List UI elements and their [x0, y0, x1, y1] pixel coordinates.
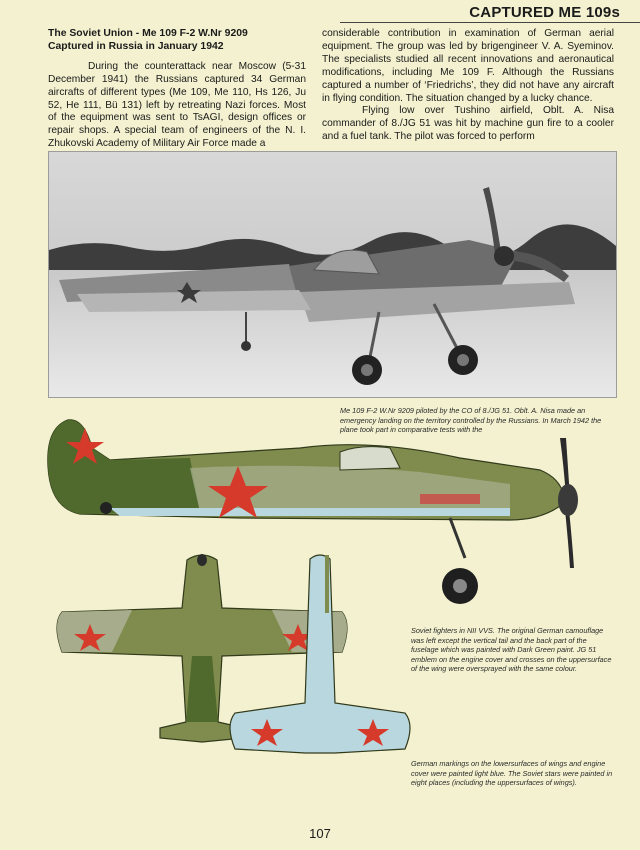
aircraft-photo — [48, 151, 617, 398]
article-title-line-2: Captured in Russia in January 1942 — [48, 40, 224, 52]
underside-view-illustration — [225, 553, 415, 763]
section-title: CAPTURED ME 109s — [469, 4, 620, 21]
caption-undersurface: German markings on the lowersurfaces of wings and engine cover were painted light blue. The Soviet stars were painted in eight places (including the uppersurfaces of wings). — [411, 759, 613, 788]
article-paragraph-3: Flying low over Tushino airfield, Oblt. A. Nisa commander of 8./JG 51 was hit by machine gun fire to a cooler and a fuel tank. The pilot was forced to perform — [322, 105, 614, 143]
page-number: 107 — [309, 826, 331, 841]
article-paragraph-1: During the counterattack near Moscow (5-31 December 1941) the Russians captured 34 German aircrafts of different types (Me 109, Me 110, Hs 126, Ju 52, He 111, Bü 131) left by retreating Nazi forces. Most of the equipment was sent to TsAGI, design offices or repair shops. A special team of engineers of the N. I. Zhukovski Academy of Military Air Force made a — [48, 60, 306, 150]
caption-profile: Me 109 F-2 W.Nr 9209 piloted by the CO of 8./JG 51. Oblt. A. Nisa made an emergency landing on the territory controlled by the Russians. In March 1942 the plane took part in comparative tests with the — [340, 406, 602, 435]
article-title — [48, 28, 306, 54]
article-title-line-1: The Soviet Union - Me 109 F-2 W.Nr 9209 — [48, 28, 248, 39]
aircraft-photo-image — [49, 152, 616, 397]
article-right-column — [322, 28, 614, 144]
header-rule — [340, 22, 640, 23]
article-left-column — [48, 28, 306, 151]
article-paragraph-2: considerable contribution in examination of German aerial equipment. The group was led by brigengineer V. A. Syeminov. The specialists studied all recent innovations and aeronautical modifications, including Me 109 F. Although the Russians captured a number of ‘Friedrichs’, they did not have any aircraft in flying condition. The situation changed by a lucky chance. — [322, 28, 614, 104]
caption-camouflage: Soviet fighters in NII VVS. The original German camouflage was left except the vertical tail and the back part of the fuselage which was painted with Dark Green paint. JG 51 emblem on the engine cover and crosses on the uppersurface of the wing were oversprayed with the same colour. — [411, 626, 612, 674]
